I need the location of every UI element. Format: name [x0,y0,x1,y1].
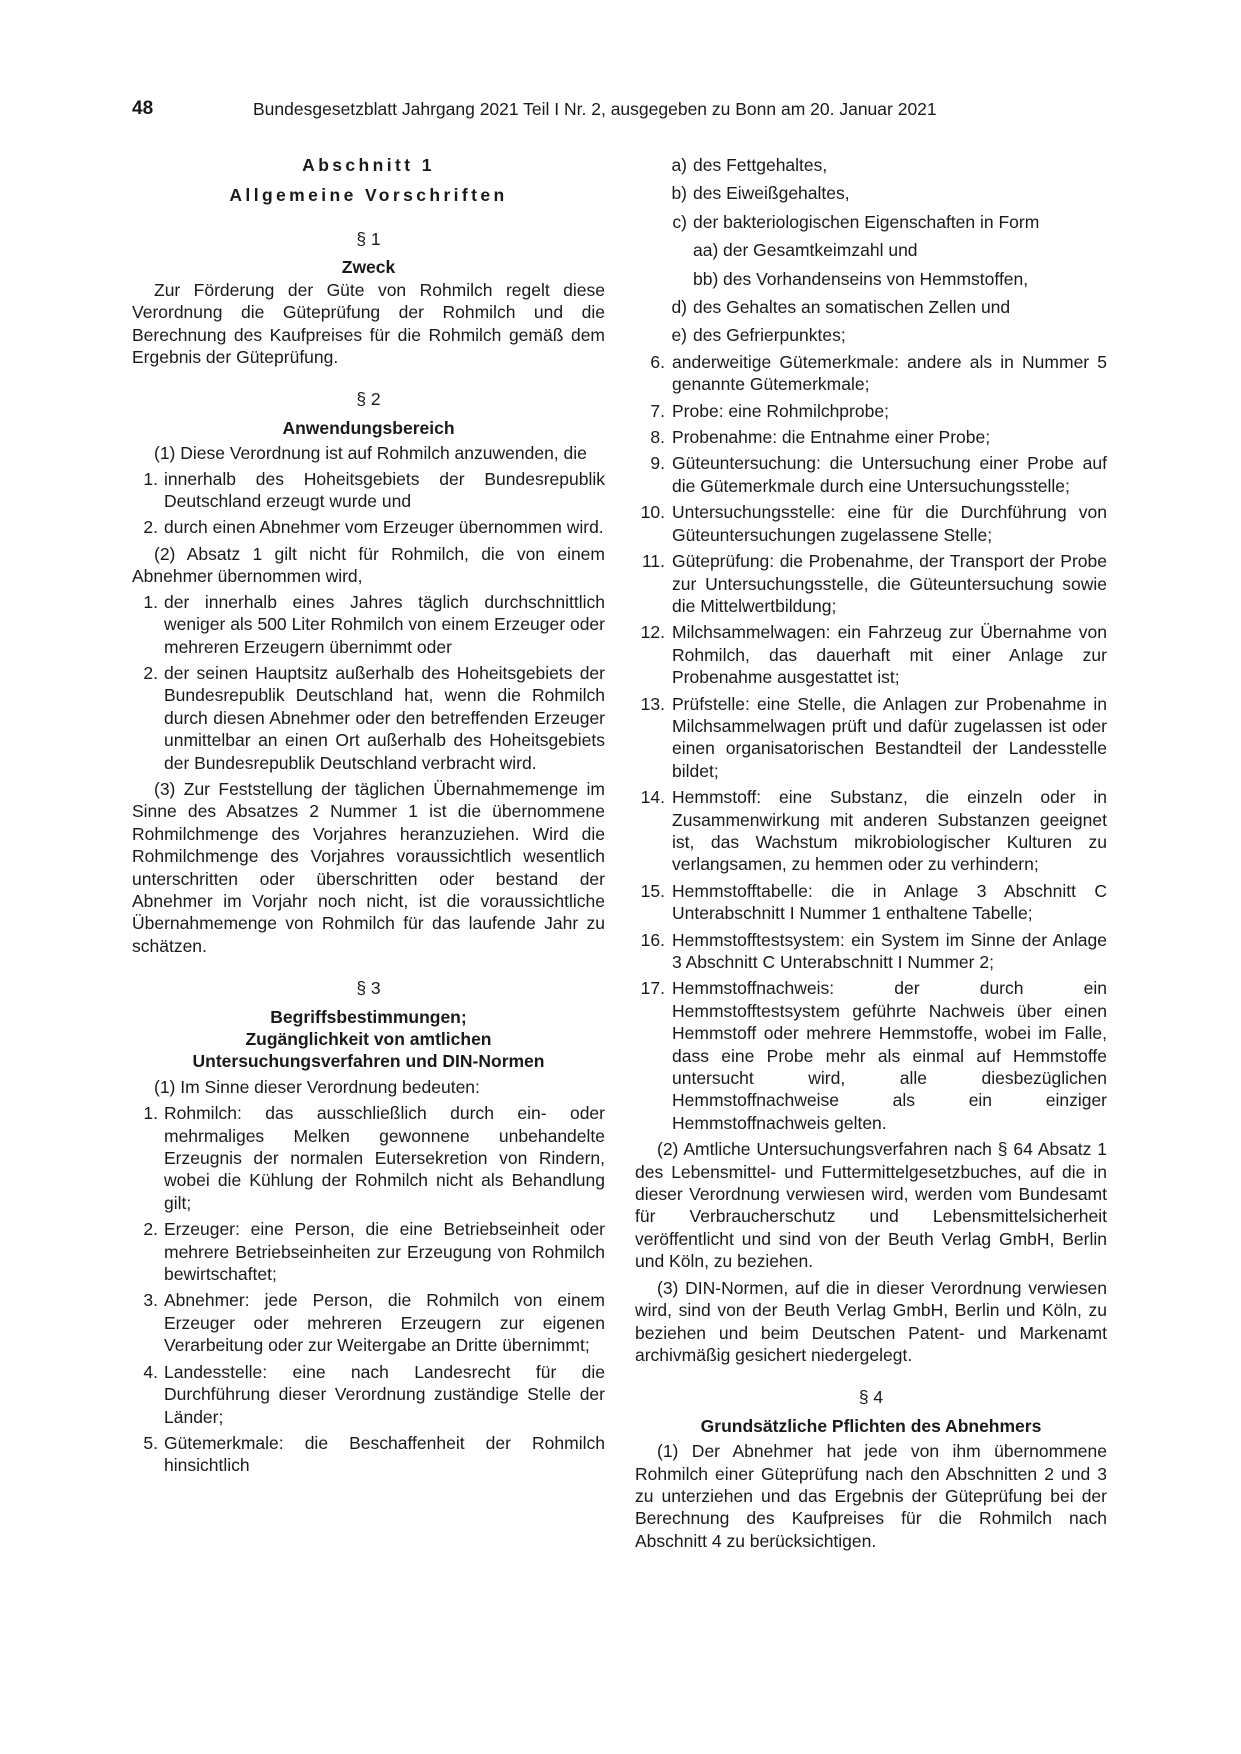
subsub-item: aa) der Gesamtkeimzahl und [693,240,918,261]
list-item: 4. Landesstelle: eine nach Landesrecht für die Durchführung dieser Verordnung zuständige Stelle der Länder; [143,1361,605,1427]
section-1-heading: Zweck [341,257,396,278]
section-2-abs1-intro: (1) Diese Verordnung ist auf Rohmilch anzuwenden, die [154,443,587,464]
section-2-heading: Anwendungsbereich [282,417,455,438]
section-3-heading-line-1: Begriffsbestimmungen; [270,1006,467,1027]
right-column [635,154,1107,1552]
section-4-heading: Grundsätzliche Pflichten des Abnehmers [700,1415,1042,1436]
section-1-symbol: § 1 [356,229,381,249]
list-item: 14. Hemmstoff: eine Substanz, die einzeln oder in Zusammenwirkung mit anderen Substanzen geeignet ist, das Wachstum mikrobiologischer Kulturen zu verlangsamen, zu hemmen oder zu verhindern; [640,787,1107,875]
list-item: 2. der seinen Hauptsitz außerhalb des Hoheitsgebiets der Bundesrepublik Deutschland hat, wenn die Rohmilch durch diesen Abnehmer oder den betreffenden Erzeuger unmittelbar an einen Ort außerhalb des Hoheitsgebiets der Bundesrepublik Deutschland verbracht wird. [143,662,605,773]
section-2-abs2-intro: (2) Absatz 1 gilt nicht für Rohmilch, die von einem Abnehmer übernommen wird, [132,543,605,587]
section-4-abs1: (1) Der Abnehmer hat jede von ihm übernommene Rohmilch einer Güteprüfung nach den Abschnitten 2 und 3 zu unterziehen und das Ergebnis der Güteprüfung bei der Berechnung des Kaufpreises für die Rohmilch nach Abschnitt 4 zu berücksichtigen. [635,1441,1107,1551]
section-1-text: Zur Förderung der Güte von Rohmilch regelt diese Verordnung die Güteprüfung der Rohmilch und die Berechnung des Kaufpreises für die Rohmilch gemäß dem Ergebnis der Güteprüfung. [132,279,605,368]
section-4-symbol: § 4 [858,1387,884,1408]
list-item: 1. Rohmilch: das ausschließlich durch ein- oder mehrmaliges Melken gewonnene unbehandelte Erzeugnis der normalen Eutersekretion von Rindern, wobei die Kühlung der Rohmilch nicht als Behandlung gilt; [143,1103,605,1213]
section-3-heading-line-2: Zugänglichkeit von amtlichen [245,1029,492,1049]
list-item: 10. Untersuchungsstelle: eine für die Durchführung von Güteuntersuchungen zugelassene Stelle; [640,502,1107,545]
list-item: 13. Prüfstelle: eine Stelle, die Anlagen zur Probenahme in Milchsammelwagen prüft und dafür zugelassen ist oder einen organisatorischen Bestandteil der Landesstelle bildet; [640,693,1107,781]
section-2-symbol: § 2 [356,389,381,410]
list-item: 11. Güteprüfung: die Probenahme, der Transport der Probe zur Untersuchungsstelle, die Güteuntersuchung sowie die Mittelwertbildung; [641,551,1107,616]
abschnitt-label: Abschnitt 1 [302,155,435,175]
left-column [132,154,605,1477]
sub-item: a) des Fettgehaltes, [671,155,828,175]
list-item: 1. der innerhalb eines Jahres täglich durchschnittlich weniger als 500 Liter Rohmilch von einem Erzeuger oder mehreren Erzeugern übernimmt oder [143,591,605,657]
list-item: 6. anderweitige Gütemerkmale: andere als in Nummer 5 genannte Gütemerkmale; [650,351,1107,395]
section-3-abs3: (3) DIN-Normen, auf die in dieser Verordnung verwiesen wird, sind von der Beuth Verlag GmbH, Berlin und Köln, zu beziehen und beim Deutschen Patent- und Markenamt archivmäßig gesichert niedergelegt. [635,1277,1107,1365]
abschnitt-title: Allgemeine Vorschriften [229,185,508,205]
list-item: 5. Gütemerkmale: die Beschaffenheit der Rohmilch hinsichtlich [143,1432,605,1476]
list-item: 3. Abnehmer: jede Person, die Rohmilch von einem Erzeuger oder mehreren Erzeugern zur eigenen Verarbeitung oder zur Weitergabe an Dritte übernimmt; [143,1290,605,1356]
section-3-heading-line-3: Untersuchungsverfahren und DIN-Normen [192,1051,545,1072]
list-item: 8. Probenahme: die Entnahme einer Probe; [650,427,991,448]
sub-item: e) des Gefrierpunktes; [671,325,846,346]
list-item: 16. Hemmstofftestsystem: ein System im Sinne der Anlage 3 Abschnitt C Unterabschnitt I Nummer 2; [640,929,1107,972]
section-3-abs1-intro: (1) Im Sinne dieser Verordnung bedeuten: [154,1076,480,1097]
sub-item: d) des Gehaltes an somatischen Zellen und [671,297,1011,318]
page-header [132,98,1107,128]
sub-item: c) der bakteriologischen Eigenschaften in Form [672,211,1040,232]
section-3-symbol: § 3 [356,978,381,999]
section-3-abs2: (2) Amtliche Untersuchungsverfahren nach § 64 Absatz 1 des Lebensmittel- und Futtermittelgesetzbuches, auf die in dieser Verordnung verwiesen wird, werden vom Bundesamt für Verbraucherschutz und Lebensmittelsicherheit veröffentlicht und sind von der Beuth Verlag GmbH, Berlin und Köln, zu beziehen. [635,1139,1107,1272]
page-number: 48 [132,98,154,119]
sub-item: b) des Eiweißgehaltes, [671,183,850,204]
list-item: 9. Güteuntersuchung: die Untersuchung einer Probe auf die Gütemerkmale durch eine Untersuchungsstelle; [650,453,1107,496]
list-item: 17. Hemmstoffnachweis: der durch ein Hemmstofftestsystem geführte Nachweis über einen Hemmstoff oder mehrere Hemmstoffe, wobei im Falle, dass eine Probe mehr als einmal auf Hemmstoffe untersucht wird, alle diesbezüglichen Hemmstoffnachweise als ein einziger Hemmstoffnachweis gelten. [640,978,1107,1133]
list-item: 7. Probe: eine Rohmilchprobe; [650,400,889,421]
list-item: 12. Milchsammelwagen: ein Fahrzeug zur Übernahme von Rohmilch, das dauerhaft mit einer Anlage zur Probenahme ausgestattet ist; [640,622,1107,688]
list-item: 15. Hemmstofftabelle: die in Anlage 3 Abschnitt C Unterabschnitt I Nummer 1 enthaltene Tabelle; [640,880,1107,924]
subsub-item: bb) des Vorhandenseins von Hemmstoffen, [693,268,1029,289]
list-item: 2. durch einen Abnehmer vom Erzeuger übernommen wird. [143,517,604,538]
list-item: 2. Erzeuger: eine Person, die eine Betriebseinheit oder mehrere Betriebseinheiten zur Erzeugung von Rohmilch bewirtschaftet; [143,1219,605,1285]
section-2-abs3: (3) Zur Feststellung der täglichen Übernahmemenge im Sinne des Absatzes 2 Nummer 1 ist die übernommene Rohmilchmenge des Vorjahres heranzuziehen. Wird die Rohmilchmenge des Vorjahres voraussichtlich wesentlich unterschritten oder überschritten oder bestand der Abnehmer im Vorjahr noch nicht, ist die voraussichtliche Übernahmemenge von Rohmilch für das laufende Jahr zu schätzen. [132,778,605,956]
running-title: Bundesgesetzblatt Jahrgang 2021 Teil I Nr. 2, ausgegeben zu Bonn am 20. Januar 2021 [253,99,937,119]
list-item: 1. innerhalb des Hoheitsgebiets der Bundesrepublik Deutschland erzeugt wurde und [143,468,605,512]
